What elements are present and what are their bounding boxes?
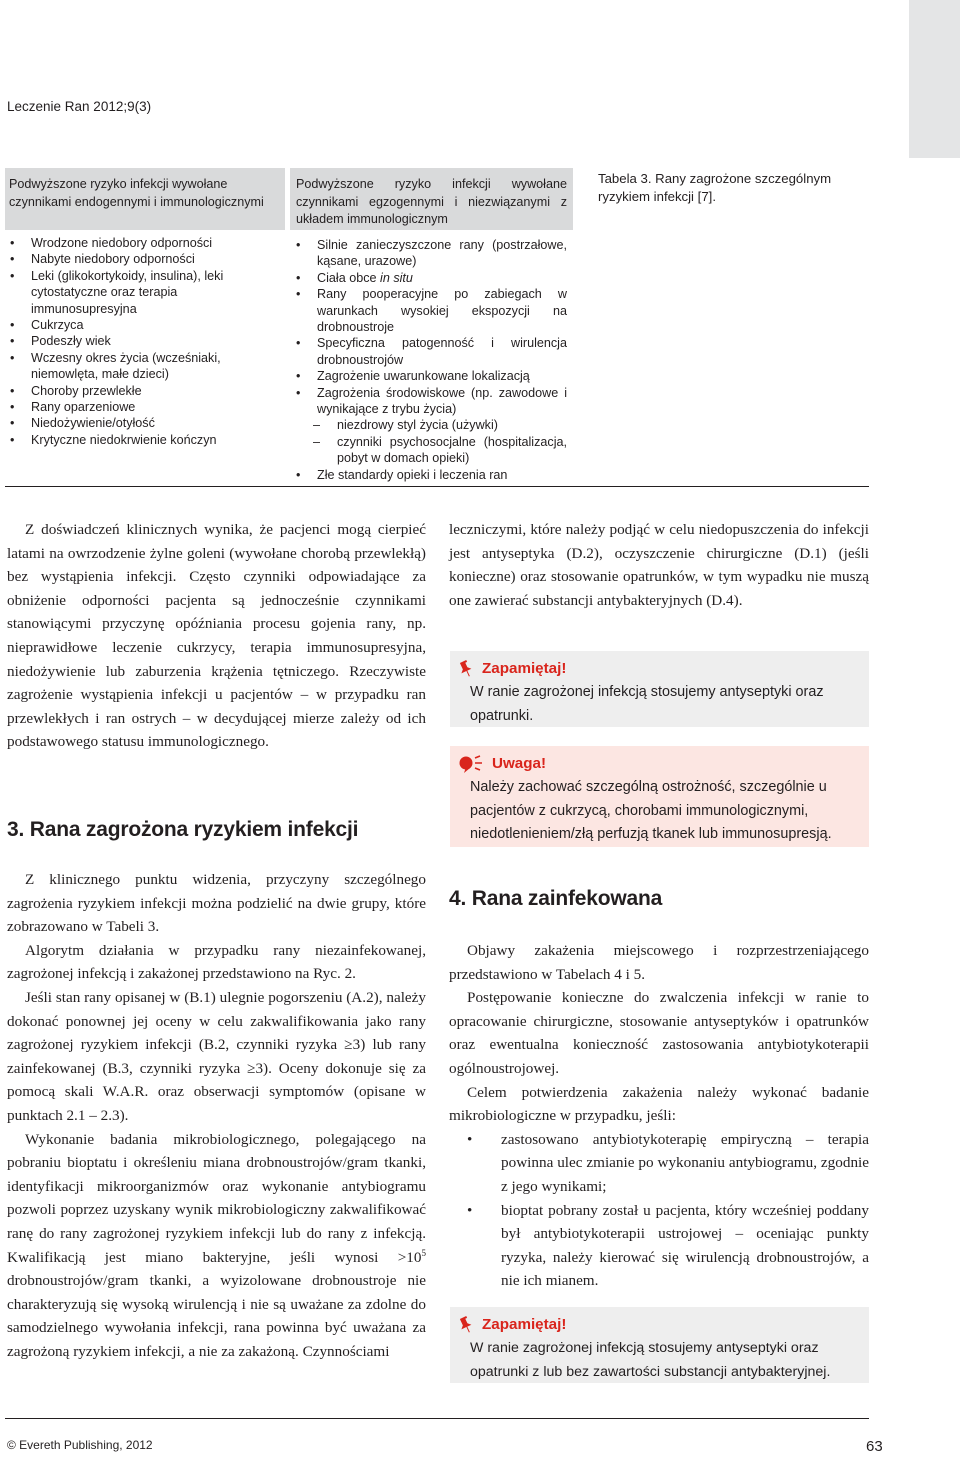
footer-rule [5, 1418, 869, 1419]
list-item: • Rany oparzeniowe [10, 400, 136, 415]
list-sub-item: – niezdrowy styl życia (używki) [313, 418, 498, 433]
list-item: • Złe standardy opieki i leczenia ran [296, 467, 508, 482]
list-item: • Leki (glikokortykoidy, insulina), leki cytostatyczne oraz terapia immunosupresyjna [10, 268, 224, 316]
list-item: • Specyficzna patogenność i wirulencja drobnoustrojów [296, 336, 567, 367]
list-item: • Podeszły wiek [10, 334, 111, 349]
page-corner-tab [909, 0, 960, 158]
list-item: • Rany pooperacyjne po zabiegach w warunkach wysokiej ekspozycji na drobnoustroje [296, 287, 567, 335]
table-bottom-rule [5, 486, 869, 487]
right-column-section-4 [449, 939, 869, 1293]
left-column-section-3 [7, 868, 426, 1363]
list-item: • bioptat pobrany został u pacjenta, który wcześniej poddany był antybiotykoterapii ustrojowej – oceniając punkty ryzyka, należy kierować się wirulencją drobnoustrojów, a nie ich mianem. [467, 1201, 869, 1290]
right-column-intro [449, 518, 869, 612]
list-item: • Zagrożenie uwarunkowane lokalizacją [296, 369, 530, 384]
pin-icon [458, 660, 474, 678]
list-item: • Wrodzone niedobory odporności [10, 236, 213, 250]
paragraph: Z klinicznego punktu widzenia, przyczyny szczególnego zagrożenia ryzykiem infekcji można podzielić na dwie grupy, które zobrazowano w Tabeli 3. [7, 871, 426, 936]
list-item: • Krytyczne niedokrwienie kończyn [10, 432, 217, 447]
list-item: • Wczesny okres życia (wcześniaki, niemowlęta, małe dzieci) [10, 350, 221, 382]
remember-title: Zapamiętaj! [482, 1316, 567, 1333]
criteria-list [449, 1128, 869, 1293]
remember-box [450, 651, 869, 727]
paragraph: Objawy zakażenia miejscowego i rozprzestrzeniającego przedstawiono w Tabelach 4 i 5. [449, 942, 869, 983]
table-list-endogenous [7, 235, 279, 448]
section-heading-3: 3. Rana zagrożona ryzykiem infekcji [7, 818, 359, 841]
warning-text: Należy zachować szczególną ostrożność, szczególnie u pacjentów z cukrzycą, chorobami immunologicznymi, niedotlenieniem/złą perfuzją tkanek lub immunosupresją. [470, 778, 832, 843]
table-caption: Tabela 3. Rany zagrożone szczególnym ryzykiem infekcji [7]. [598, 171, 832, 204]
journal-header: Leczenie Ran 2012;9(3) [7, 99, 152, 114]
remember-title: Zapamiętaj! [482, 660, 567, 677]
list-sub-item: – czynniki psychosocjalne (hospitalizacja, pobyt w domach opieki) [313, 434, 567, 466]
list-item: • Choroby przewlekłe [10, 383, 142, 398]
list-item: • Niedożywienie/otyłość [10, 416, 155, 431]
remember-box [450, 1307, 869, 1383]
paragraph: Wykonanie badania mikrobiologicznego, polegającego na pobraniu bioptatu i określeniu miana drobnoustrojów/gram tkanki, identyfikacji mikroorganizmów oraz wykonanie antybiogramu pozwoli poprzez uzyskany wynik mikrobiologiczny zakwalifikować ranę do rany zagrożonej ryzykiem infekcji lub do rany z infekcją. Kwalifikacją jest miano bakteryjne, jeśli wynosi $>10^5$ drobnoustrojów/gram tkanki, a wyizolowane drobnoustroje nie charakteryzują się wysoką wirulencją i nie są uważane za zdolne do samodzielnego wywołania infekcji, rana powinna być uważana za zagrożoną ryzykiem infekcji, a nie za zakażoną. Czynnościami [7, 1130, 426, 1360]
table-header-exogenous: Podwyższone ryzyko infekcji wywołane czynnikami egzogennymi i niezwiązanymi z układem immunologicznym [290, 168, 573, 230]
footer-publisher: © Evereth Publishing, 2012 [7, 1438, 153, 1452]
paragraph: Algorytm działania w przypadku rany niezainfekowanej, zagrożonej infekcją i zakażonej przedstawiono na Ryc. 2. [7, 941, 426, 983]
paragraph: Postępowanie konieczne do zwalczenia infekcji w ranie to opracowanie chirurgiczne, stosowanie antyseptyków i opatrunków oraz ewentualna konieczność zastosowania antybiotykoterapii ogólnoustrojowej. [449, 989, 869, 1077]
paragraph: Celem potwierdzenia zakażenia należy wykonać badanie mikrobiologiczne w przypadku, jeśli: [449, 1083, 869, 1125]
left-column-intro [7, 518, 426, 754]
pin-icon [458, 1316, 474, 1334]
remember-text: W ranie zagrożonej infekcją stosujemy antyseptyki oraz opatrunki. [470, 683, 824, 724]
list-item: • Cukrzyca [10, 318, 84, 333]
section-heading-4: 4. Rana zainfekowana [449, 887, 663, 910]
paragraph: Jeśli stan rany opisanej w (B.1) ulegnie pogorszeniu (A.2), należy dokonać ponownej jej oceny w celu zakwalifikowania jako rany zagrożonej ryzykiem infekcji (B.2, czynniki ryzyka ≥3) lub rany zainfekowanej (B.3, czynniki ryzyka ≥3). Oceny dokonuje się za pomocą skali W.A.R. oraz obserwacji symptomów (opisane w punktach 2.1 – 2.3). [7, 988, 426, 1124]
paragraph: leczniczymi, które należy podjąć w celu niedopuszczenia do infekcji jest antyseptyka (D.2), oczyszczenie chirurgiczne (D.1) (jeśli konieczne) oraz stosowanie opatrunków, w tym wypadku nie muszą one zawierać substancji antybakteryjnych (D.4). [449, 521, 869, 609]
paragraph: Z doświadczeń klinicznych wynika, że pacjenci mogą cierpieć latami na owrzodzenie żylne goleni (wywołane chorobą przewlekłą) bez wystąpienia infekcji. Często czynniki odpowiadające za obniżenie odporności pacjenta są jednocześnie czynnikami stanowiącymi przyczynę opóźniania procesu gojenia rany, np. nieprawidłowe leczenie cukrzycy, terapia immunosupresyjna, niedożywienie lub zaburzenia krążenia tętniczego. Rzeczywiste zagrożenie wystąpienia infekcji u pacjentów – w przypadku ran przewlekłych i ran ostrych – w decydującej mierze zależy od ich podstawowego statusu immunologicznego. [7, 521, 426, 751]
remember-text: W ranie zagrożonej infekcją stosujemy antyseptyki oraz opatrunki z lub bez zawartości substancji antybakteryjnej. [470, 1339, 831, 1380]
warning-box [450, 746, 869, 847]
list-item: • Zagrożenia środowiskowe (np. zawodowe i wynikające z trybu życia) [296, 385, 567, 417]
warning-speaker-icon [458, 755, 484, 773]
list-item: • Nabyte niedobory odporności [10, 252, 195, 267]
warning-title: Uwaga! [492, 755, 547, 772]
table-header-endogenous: Podwyższone ryzyko infekcji wywołane czynnikami endogennymi i immunologicznymi [5, 168, 285, 230]
list-item: • zastosowano antybiotykoterapię empiryczną – terapia powinna ulec zmianie po wykonaniu antybiogramu, zgodnie z jego wynikami; [467, 1130, 869, 1195]
list-item: • Ciała obce in situ [296, 270, 413, 285]
page-number: 63 [866, 1438, 883, 1455]
table-list-exogenous [293, 237, 567, 483]
list-item: • Silnie zanieczyszczone rany (postrzałowe, kąsane, urazowe) [296, 238, 567, 269]
